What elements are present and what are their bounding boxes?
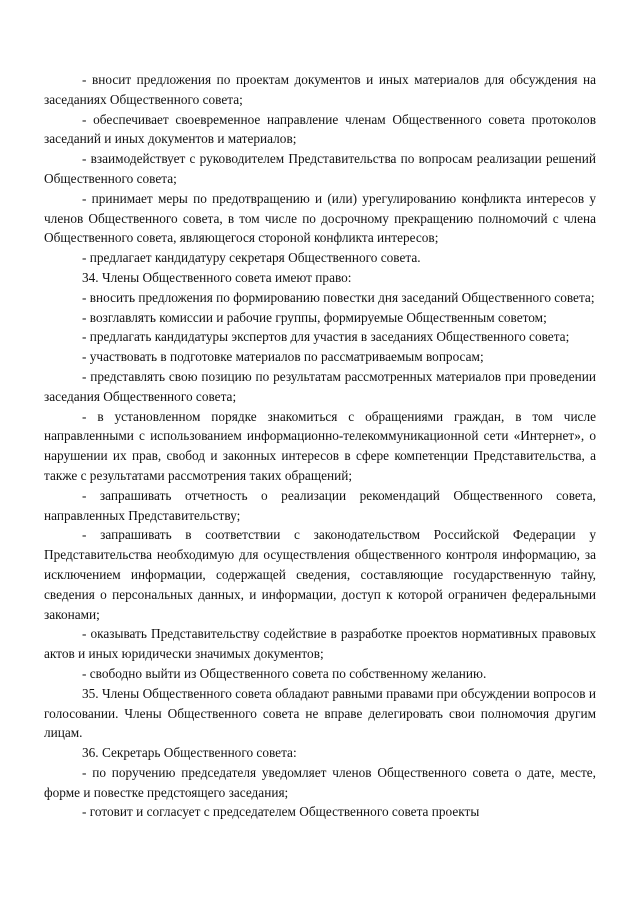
paragraph: - запрашивать отчетность о реализации рекомендаций Общественного совета, направленных Представительству; [44, 487, 596, 523]
paragraph: - вносит предложения по проектам документов и иных материалов для обсуждения на заседаниях Общественного совета; [44, 72, 596, 107]
paragraph: - участвовать в подготовке материалов по рассматриваемым вопросам; [82, 349, 484, 365]
paragraph: - запрашивать в соответствии с законодательством Российской Федерации у Представительства необходимую для осуществления общественного контроля информацию, за исключением информации, содержащей сведения, составляющие государственную тайну, сведения о персональных данных, и информации, доступ к которой ограничен федеральными законами; [44, 527, 596, 622]
paragraph: - предлагает кандидатуру секретаря Общественного совета. [82, 250, 421, 266]
paragraph: - в установленном порядке знакомиться с обращениями граждан, в том числе направленными с использованием информационно-телекоммуникационной сети «Интернет», о нарушении их прав, свобод и законных интересов в сфере компетенции Представительства, а также с результатами рассмотрения таких обращений; [44, 408, 596, 483]
section-paragraph-35: 35. Члены Общественного совета обладают равными правами при обсуждении вопросов и голосовании. Члены Общественного совета не вправе делегировать свои полномочия другим лицам. [44, 685, 596, 741]
section-heading-36: 36. Секретарь Общественного совета: [82, 745, 297, 761]
paragraph: - предлагать кандидатуры экспертов для участия в заседаниях Общественного совета; [82, 329, 570, 345]
paragraph: - оказывать Представительству содействие в разработке проектов нормативных правовых актов и иных юридически значимых документов; [44, 626, 596, 662]
paragraph: - по поручению председателя уведомляет членов Общественного совета о дате, месте, форме и повестке предстоящего заседания; [44, 764, 596, 800]
paragraph: - возглавлять комиссии и рабочие группы, формируемые Общественным советом; [82, 309, 547, 325]
section-heading-34: 34. Члены Общественного совета имеют право: [82, 269, 352, 285]
document-text [44, 70, 596, 822]
paragraph: - взаимодействует с руководителем Представительства по вопросам реализации решений Общественного совета; [44, 151, 596, 186]
paragraph: - свободно выйти из Общественного совета по собственному желанию. [82, 665, 487, 681]
paragraph: - вносить предложения по формированию повестки дня заседаний Общественного совета; [82, 289, 595, 305]
paragraph: - представлять свою позицию по результатам рассмотренных материалов при проведении заседания Общественного совета; [44, 368, 596, 404]
paragraph: - обеспечивает своевременное направление членам Общественного совета протоколов заседаний и иных документов и материалов; [44, 111, 596, 147]
paragraph: - принимает меры по предотвращению и (или) урегулированию конфликта интересов у членов Общественного совета, в том числе по досрочному прекращению полномочий с члена Общественного совета, являющегося стороной конфликта интересов; [44, 190, 596, 246]
paragraph: - готовит и согласует с председателем Общественного совета проекты [82, 804, 480, 820]
